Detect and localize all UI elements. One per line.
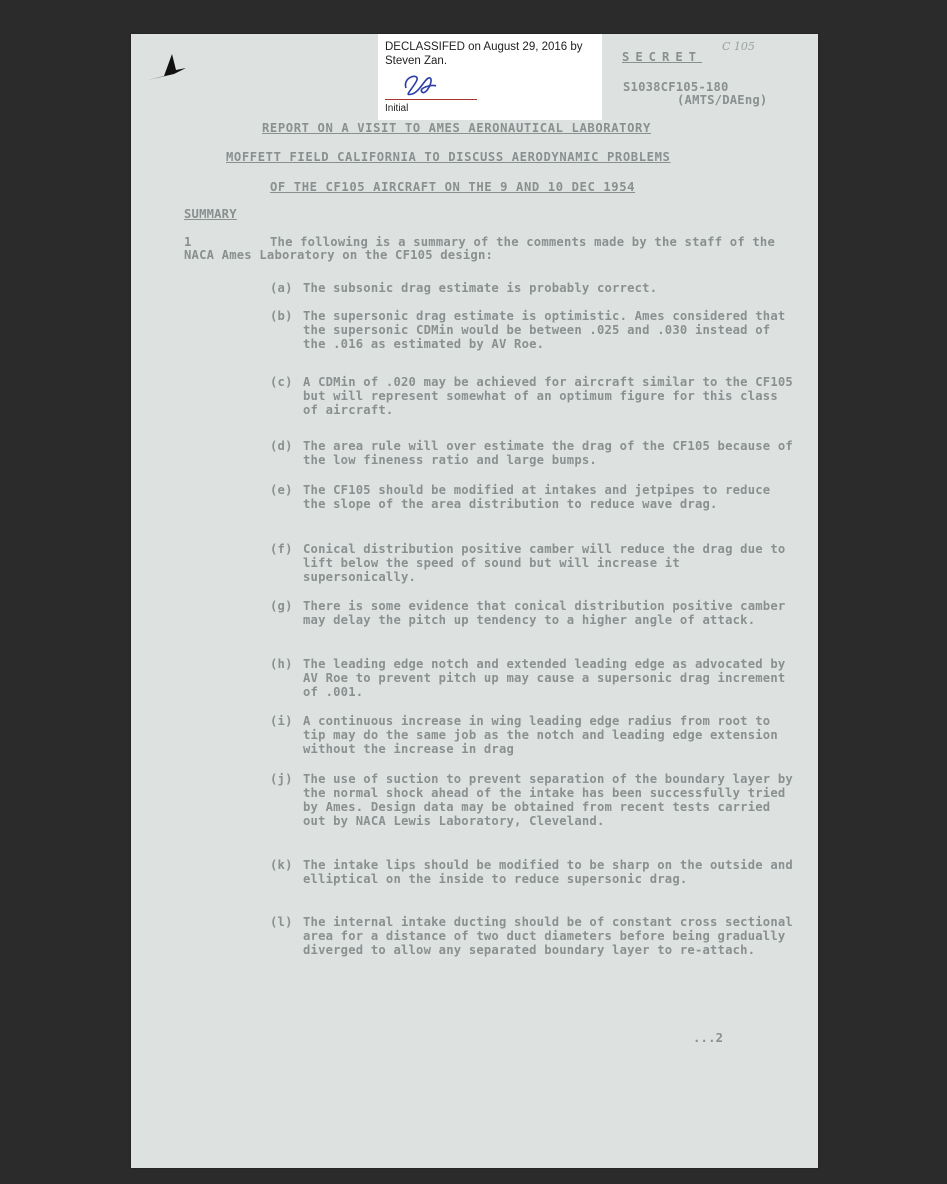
- item-text: The use of suction to prevent separation of the boundary layer by the normal shock ahead of the intake has been successfully tried by Ames. Design data may be obtained from recent tests carried out by NACA Lewis Laboratory, Cleveland.: [303, 772, 793, 828]
- item-text: The area rule will over estimate the drag of the CF105 because of the low fineness ratio and large bumps.: [303, 439, 793, 467]
- item-text: The subsonic drag estimate is probably correct.: [303, 281, 658, 295]
- item-text: The supersonic drag estimate is optimistic. Ames considered that the supersonic CDMin would be between .025 and .030 instead of the .016 as estimated by AV Roe.: [303, 309, 786, 351]
- item-label: (i): [270, 714, 293, 728]
- item-label: (l): [270, 915, 293, 929]
- stamp-text: DECLASSIFED on August 29, 2016 by Steven Zan.: [385, 41, 583, 67]
- reference-number: [623, 81, 767, 107]
- signature-icon: [400, 70, 440, 100]
- item-label: (e): [270, 483, 293, 497]
- list-item: [270, 915, 795, 957]
- item-label: (h): [270, 657, 293, 671]
- item-text: The CF105 should be modified at intakes and jetpipes to reduce the slope of the area distribution to reduce wave drag.: [303, 483, 771, 511]
- item-label: (c): [270, 375, 293, 389]
- stamp-initial-line: [385, 99, 477, 100]
- list-item: [270, 483, 795, 511]
- stamp-initial-label: Initial: [385, 103, 409, 114]
- item-text: The leading edge notch and extended leading edge as advocated by AV Roe to prevent pitch up may cause a supersonic drag increment of .001.: [303, 657, 786, 699]
- item-label: (k): [270, 858, 293, 872]
- list-item: [270, 858, 795, 886]
- item-text: The internal intake ducting should be of constant cross sectional area for a distance of two duct diameters before being gradually diverged to allow any separated boundary layer to re-attach.: [303, 915, 793, 957]
- item-label: (a): [270, 281, 293, 295]
- item-label: (j): [270, 772, 293, 786]
- list-item: [270, 657, 795, 699]
- item-label: (b): [270, 309, 293, 323]
- declassification-stamp: [378, 34, 602, 120]
- item-text: The intake lips should be modified to be sharp on the outside and elliptical on the inside to reduce supersonic drag.: [303, 858, 793, 886]
- list-item: [270, 281, 795, 295]
- title-line-2: MOFFETT FIELD CALIFORNIA TO DISCUSS AERODYNAMIC PROBLEMS: [226, 150, 671, 164]
- list-item: [270, 375, 795, 417]
- item-label: (d): [270, 439, 293, 453]
- page-continuation: ...2: [693, 1031, 724, 1045]
- list-item: [270, 714, 795, 756]
- list-item: [270, 439, 795, 467]
- paragraph-1-text: The following is a summary of the comments made by the staff of the NACA Ames Laboratory on the CF105 design:: [184, 235, 776, 262]
- list-item: [270, 309, 795, 351]
- summary-heading: SUMMARY: [184, 207, 237, 221]
- corner-mark-icon: [146, 50, 196, 84]
- paragraph-1: [184, 236, 788, 262]
- classification-marking: SECRET: [622, 50, 703, 64]
- title-line-1: REPORT ON A VISIT TO AMES AERONAUTICAL LABORATORY: [262, 121, 651, 135]
- item-text: A continuous increase in wing leading edge radius from root to tip may do the same job as the notch and leading edge extension without the increase in drag: [303, 714, 778, 756]
- item-text: Conical distribution positive camber will reduce the drag due to lift below the speed of sound but will increase it supersonically.: [303, 542, 786, 584]
- handwritten-note: C 105: [722, 40, 755, 53]
- paragraph-number: 1: [184, 235, 192, 249]
- list-item: [270, 542, 795, 584]
- item-label: (g): [270, 599, 293, 613]
- item-text: There is some evidence that conical distribution positive camber may delay the pitch up tendency to a higher angle of attack.: [303, 599, 786, 627]
- reference-line-1: S1038CF105-180: [623, 80, 729, 94]
- item-label: (f): [270, 542, 293, 556]
- list-item: [270, 772, 795, 828]
- list-item: [270, 599, 795, 627]
- item-text: A CDMin of .020 may be achieved for aircraft similar to the CF105 but will represent somewhat of an optimum figure for this class of aircraft.: [303, 375, 793, 417]
- title-line-3: OF THE CF105 AIRCRAFT ON THE 9 AND 10 DEC 1954: [270, 180, 636, 194]
- reference-line-2: (AMTS/DAEng): [677, 93, 768, 107]
